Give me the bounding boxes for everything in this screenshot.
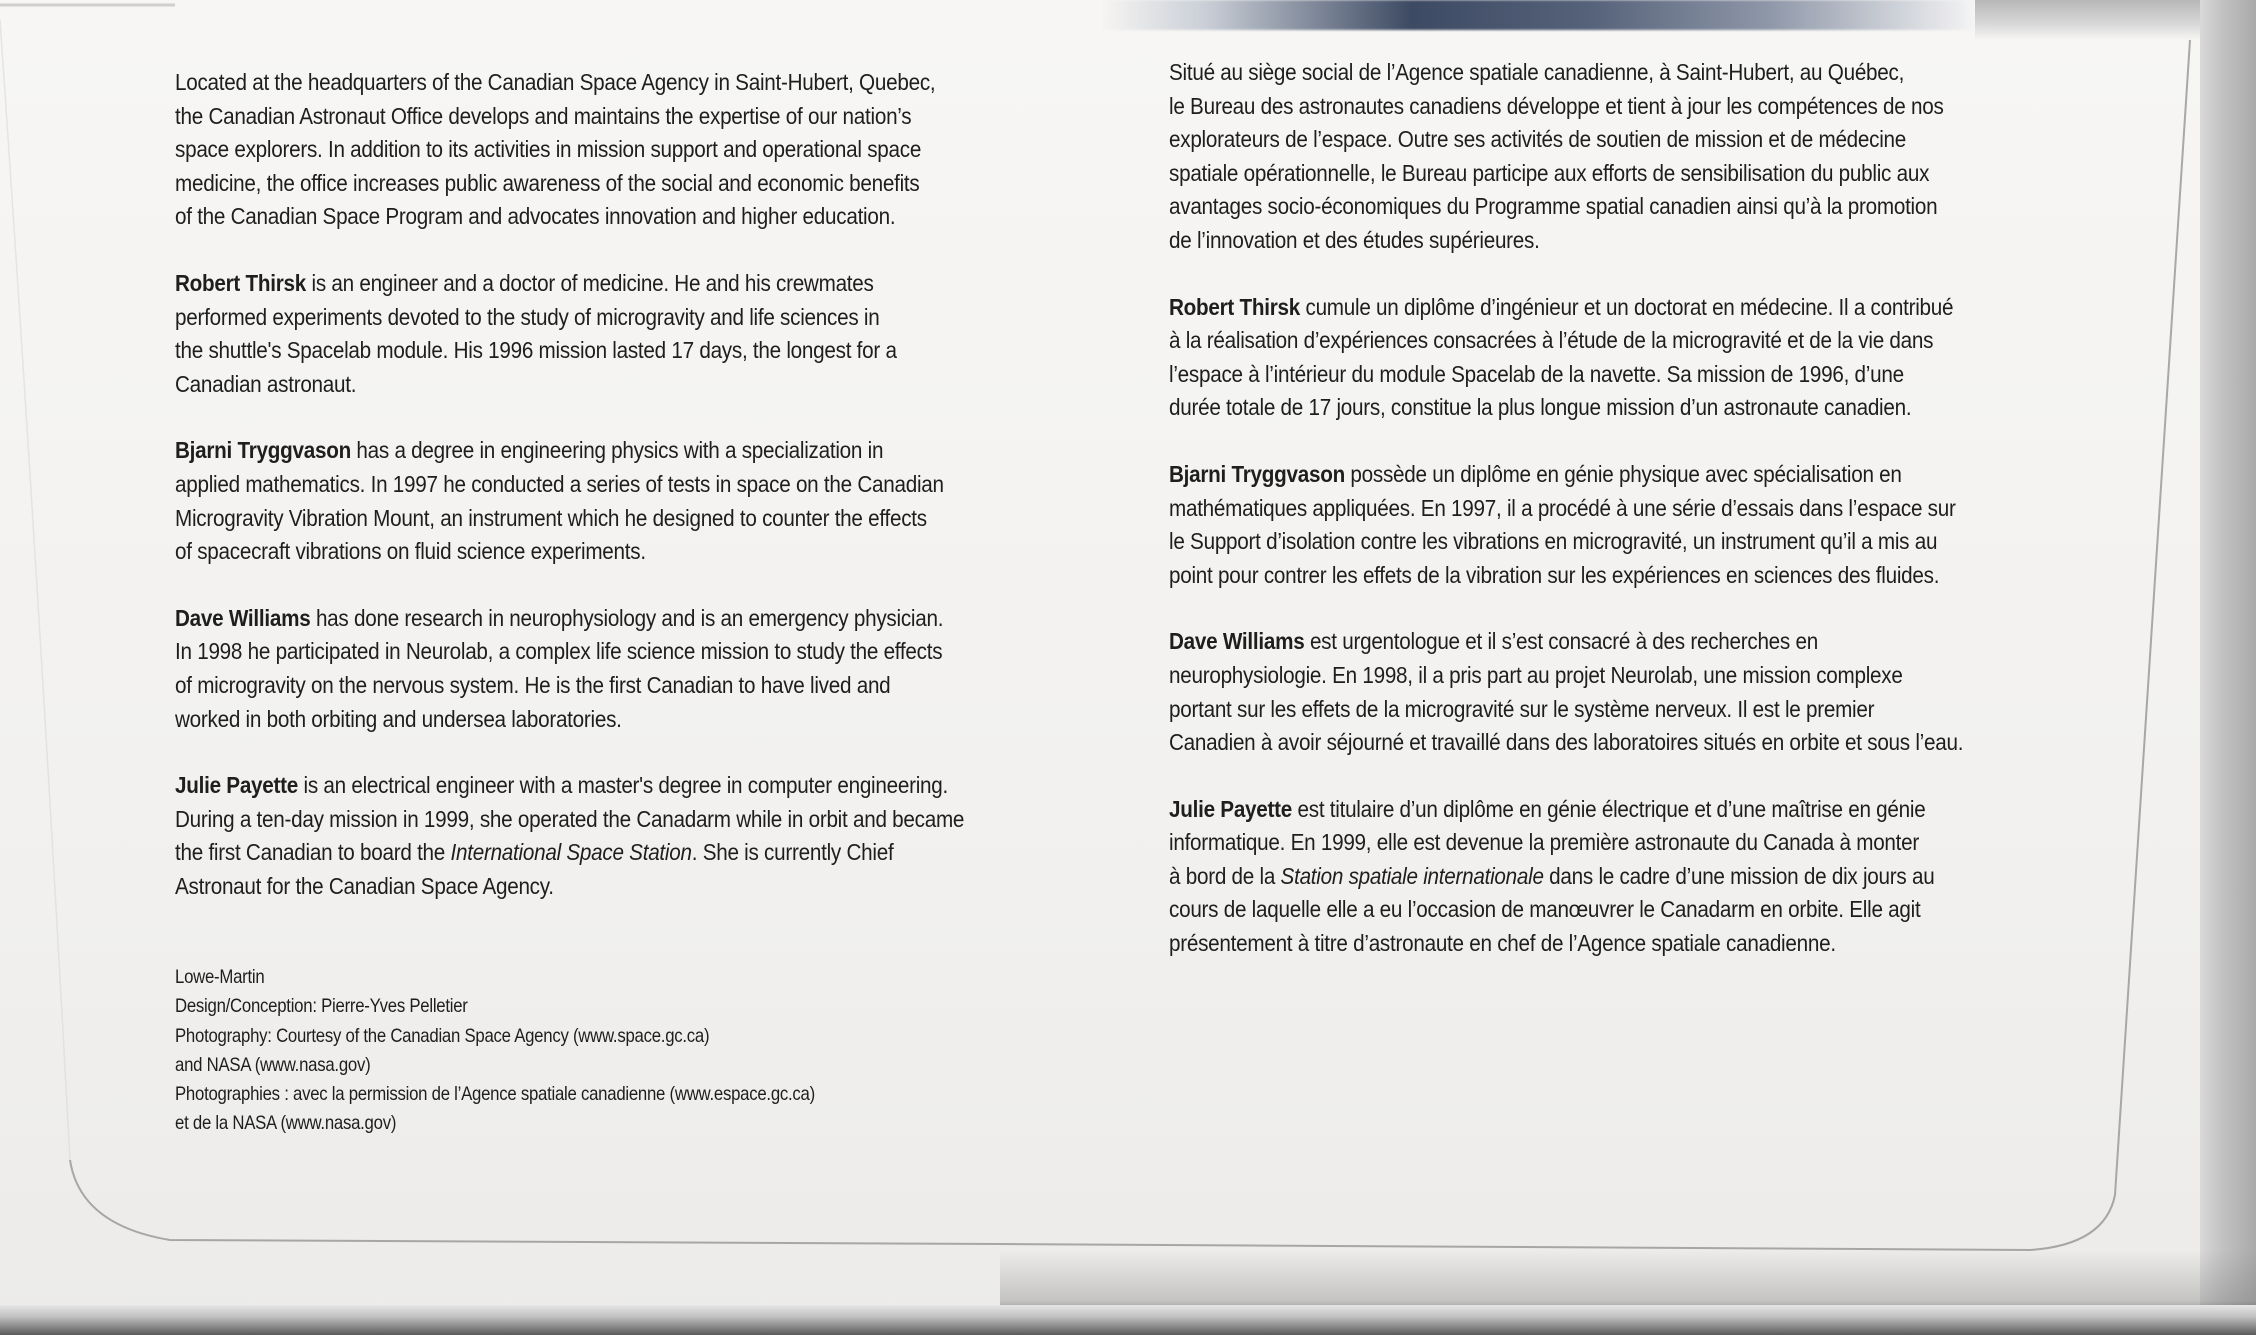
station-name: Station spatiale internationale: [1280, 862, 1544, 889]
bio-text: est titulaire d’un diplôme en génie électrique et d’une maîtrise en génie informatique. En 1999, elle est devenue la première astronaute du Canada à monter à bord de la: [1169, 795, 1926, 889]
bottom-edge: [0, 1305, 2256, 1335]
design-credit: Design/Conception: Pierre-Yves Pelletier: [175, 995, 468, 1018]
bio-text: possède un diplôme en génie physique avec spécialisation en mathématiques appliquées. En 1997, il a procédé à une série d’essais dans l’espace sur le Support d’isolation contre les vibrations en microgravité, un instrument qu’il a mis au point pour contrer les effets de la vibration sur les expériences en sciences des fluides.: [1169, 460, 1956, 588]
astronaut-name: Robert Thirsk: [175, 269, 307, 296]
bio-text: . She is currently Chief Astronaut for the Canadian Space Agency.: [175, 839, 894, 899]
bio-text: est urgentologue et il s’est consacré à des recherches en neurophysiologie. En 1998, il a pris part au projet Neurolab, une mission complexe portant sur les effets de la microgravité sur le système nerveux. Il est le premier Canadien à avoir séjourné et travaillé dans des laboratoires situés en orbite et sous l’eau.: [1169, 628, 1964, 756]
credits-block: [175, 963, 1035, 1139]
photo-bleed-strip: [1100, 0, 1990, 30]
english-bio-tryggvason: [175, 434, 1055, 568]
bio-text: is an engineer and a doctor of medicine. He and his crewmates performed experiments devoted to the study of microgravity and life sciences in the shuttle's Spacelab module. His 1996 mission lasted 17 days, the longest for a Canadian astronaut.: [175, 269, 897, 397]
english-bio-payette: [175, 769, 1055, 903]
photography-credit-en: Photography: Courtesy of the Canadian Space Agency (www.space.gc.ca): [175, 1024, 710, 1047]
french-bio-payette: [1169, 793, 2049, 961]
printer-credit: Lowe-Martin: [175, 966, 265, 988]
station-name: International Space Station: [450, 839, 692, 866]
bio-text: cumule un diplôme d’ingénieur et un doctorat en médecine. Il a contribué à la réalisation d’expériences consacrées à l’étude de la microgravité et de la vie dans l’espace à l’intérieur du module Spacelab de la navette. Sa mission de 1996, d’une durée totale de 17 jours, constitue la plus longue mission d’un astronaute canadien.: [1169, 293, 1954, 421]
english-column: [175, 66, 1055, 936]
astronaut-name: Julie Payette: [175, 772, 299, 799]
english-intro-paragraph: Located at the headquarters of the Canadian Space Agency in Saint-Hubert, Quebec, the Canadian Astronaut Office develops and maintains the expertise of our nation’s space explorers. In addition to its activities in mission support and operational space medicine, the office increases public awareness of the social and economic benefits of the Canadian Space Program and advocates innovation and higher education.: [175, 69, 936, 230]
bio-text: has done research in neurophysiology and is an emergency physician. In 1998 he participated in Neurolab, a complex life science mission to study the effects of microgravity on the nervous system. He is the first Canadian to have lived and worked in both orbiting and undersea laboratories.: [175, 604, 944, 732]
french-column: [1169, 56, 2049, 994]
astronaut-name: Dave Williams: [175, 604, 311, 631]
astronaut-name: Julie Payette: [1169, 795, 1293, 822]
french-bio-thirsk: [1169, 291, 2049, 425]
astronaut-name: Robert Thirsk: [1169, 293, 1301, 320]
astronaut-name: Dave Williams: [1169, 628, 1305, 655]
bio-text: is an electrical engineer with a master's degree in computer engineering. During a ten-day mission in 1999, she operated the Canadarm while in orbit and became the first Canadian to board the: [175, 772, 965, 866]
english-bio-williams: [175, 602, 1055, 736]
photography-credit-fr: Photographies : avec la permission de l’Agence spatiale canadienne (www.espace.gc.ca): [175, 1083, 815, 1106]
french-bio-williams: [1169, 625, 2049, 759]
french-intro-paragraph: Situé au siège social de l’Agence spatiale canadienne, à Saint-Hubert, au Québec, le Bureau des astronautes canadiens développe et tient à jour les compétences de nos explorateurs de l’espace. Outre ses activités de soutien de mission et de médecine spatiale opérationnelle, le Bureau participe aux efforts de sensibilisation du public aux avantages socio-économiques du Programme spatial canadien ainsi qu’à la promotion de l’innovation et des études supérieures.: [1169, 59, 1944, 253]
astronaut-name: Bjarni Tryggvason: [175, 437, 351, 464]
bio-text: dans le cadre d’une mission de dix jours au cours de laquelle elle a eu l’occasion de manœuvrer le Canadarm en orbite. Elle agit présentement à titre d’astronaute en chef de l’Agence spatiale canadienne.: [1169, 862, 1935, 957]
photography-credit-en-cont: and NASA (www.nasa.gov): [175, 1053, 371, 1076]
english-bio-thirsk: [175, 267, 1055, 401]
astronaut-name: Bjarni Tryggvason: [1169, 460, 1345, 487]
envelope-fold: [2200, 0, 2256, 1335]
photography-credit-fr-cont: et de la NASA (www.nasa.gov): [175, 1112, 397, 1135]
french-bio-tryggvason: [1169, 458, 2049, 592]
bio-text: has a degree in engineering physics with a specialization in applied mathematics. In 1997 he conducted a series of tests in space on the Canadian Microgravity Vibration Mount, an instrument which he designed to counter the effects of spacecraft vibrations on fluid science experiments.: [175, 437, 944, 565]
